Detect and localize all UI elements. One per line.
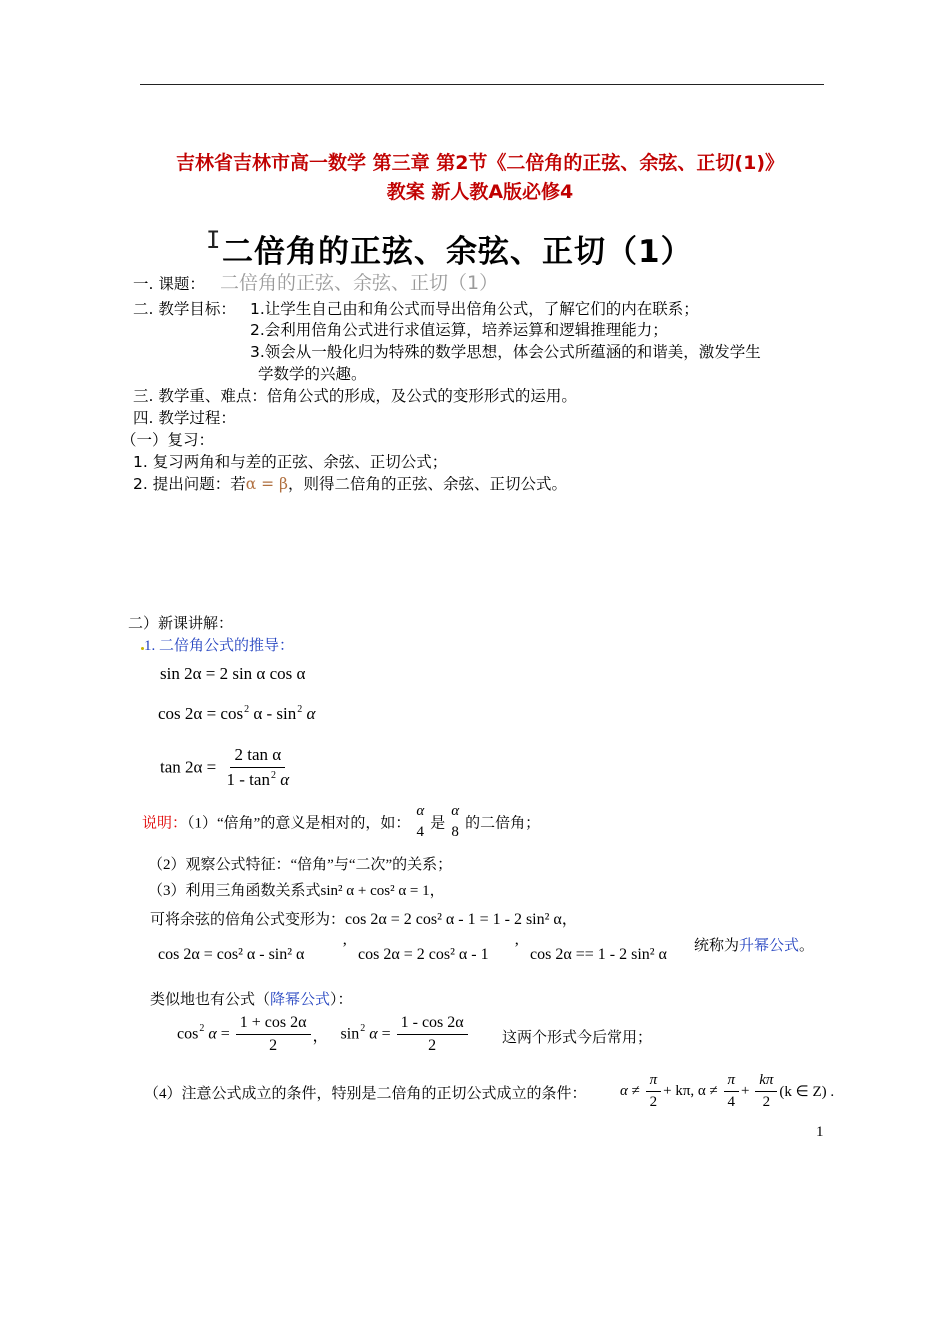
raise-power-formula-2: cos 2α = 2 cos² α - 1 xyxy=(358,946,489,963)
text-cursor-icon: I xyxy=(206,226,221,254)
formula-tan2a: tan 2α = $\frac{\text{2 tan α}}{1 - \tan^2 \alpha}$ xyxy=(160,745,290,789)
raise-power-formula-1: cos 2α = cos² α - sin² α xyxy=(158,946,305,963)
reduce-power-formulas: $\cos^2 \alpha$ = $\frac{1 + \cos 2\alpha}{2}$ ， $\sin^2 \alpha$ = $\frac{1 - \cos 2\alpha}{2}$ xyxy=(177,1014,470,1055)
goals-label: 二. 教学目标： xyxy=(133,300,236,318)
lesson-title-value: 二倍角的正弦、余弦、正切（1） xyxy=(220,272,499,294)
page-number: 1 xyxy=(816,1124,824,1140)
review-item-1: 1. 复习两角和与差的正弦、余弦、正切公式； xyxy=(133,453,448,471)
review-item-2: 2. 提出问题：若α = β，则得二倍角的正弦、余弦、正切公式。 xyxy=(133,475,568,493)
tan-condition-formula: α ≠ $\frac{\pi}{2}$ + kπ, α ≠ $\frac{\pi}{4}$ + $\frac{k\pi}{2}$ (k ∈ Z) . xyxy=(620,1072,835,1110)
new-lesson-heading: 二）新课讲解： xyxy=(128,616,234,632)
goal-3b: 学数学的兴趣。 xyxy=(258,365,367,383)
goal-1: 1.让学生自己由和角公式而导出倍角公式，了解它们的内在联系； xyxy=(250,300,699,318)
derivation-heading: 1. 二倍角公式的推导： xyxy=(141,634,294,655)
header-rule xyxy=(140,84,824,85)
alpha-equals-beta: α = β xyxy=(245,475,288,493)
formula-sin2a: sin 2α = 2 sin α cos α xyxy=(160,664,306,683)
goal-3a: 3.领会从一般化归为特殊的数学思想，体会公式所蕴涵的和谐美，激发学生 xyxy=(250,343,761,361)
teaching-process: 四. 教学过程： xyxy=(133,409,236,427)
document-title-line2: 教案 新人教A版必修4 xyxy=(386,181,574,203)
formula-cos2a: $\cos 2\alpha = \cos^2 \alpha - \sin^2 \alpha$ xyxy=(158,704,316,723)
comma-2: ’ xyxy=(514,940,520,957)
document-title-line1: 吉林省吉林市高一数学 第三章 第2节《二倍角的正弦、余弦、正切(1)》 xyxy=(175,152,785,174)
note-4: （4）注意公式成立的条件，特别是二倍角的正切公式成立的条件： xyxy=(144,1086,587,1102)
review-heading: （一）复习： xyxy=(121,431,215,449)
raise-power-formula-3: cos 2α == 1 - 2 sin² α xyxy=(530,946,667,963)
deform-line: 可将余弦的倍角公式变形为：cos 2α = 2 cos² α - 1 = 1 - 2 sin² α， xyxy=(150,911,578,928)
key-points: 三. 教学重、难点：倍角公式的形成，及公式的变形形式的运用。 xyxy=(133,387,577,405)
note-3: （3）利用三角函数关系式sin² α + cos² α = 1， xyxy=(148,883,445,899)
lesson-title-label: 一. 课题： xyxy=(133,275,205,293)
embedded-heading: 二倍角的正弦、余弦、正切（1） xyxy=(222,234,693,270)
raise-power-label: 统称为升幂公式。 xyxy=(694,938,815,954)
similar-line: 类似地也有公式（降幂公式）： xyxy=(150,992,353,1008)
note-1: 说明：（1）“倍角”的意义是相对的，如： α 4 是 α 8 的二倍角； xyxy=(142,803,541,840)
goal-2: 2.会利用倍角公式进行求值运算，培养运算和逻辑推理能力； xyxy=(250,321,668,339)
comma-1: ’ xyxy=(342,940,348,957)
note-2: （2）观察公式特征：“倍角”与“二次”的关系； xyxy=(148,857,453,873)
reduce-power-note: 这两个形式今后常用； xyxy=(502,1030,653,1046)
